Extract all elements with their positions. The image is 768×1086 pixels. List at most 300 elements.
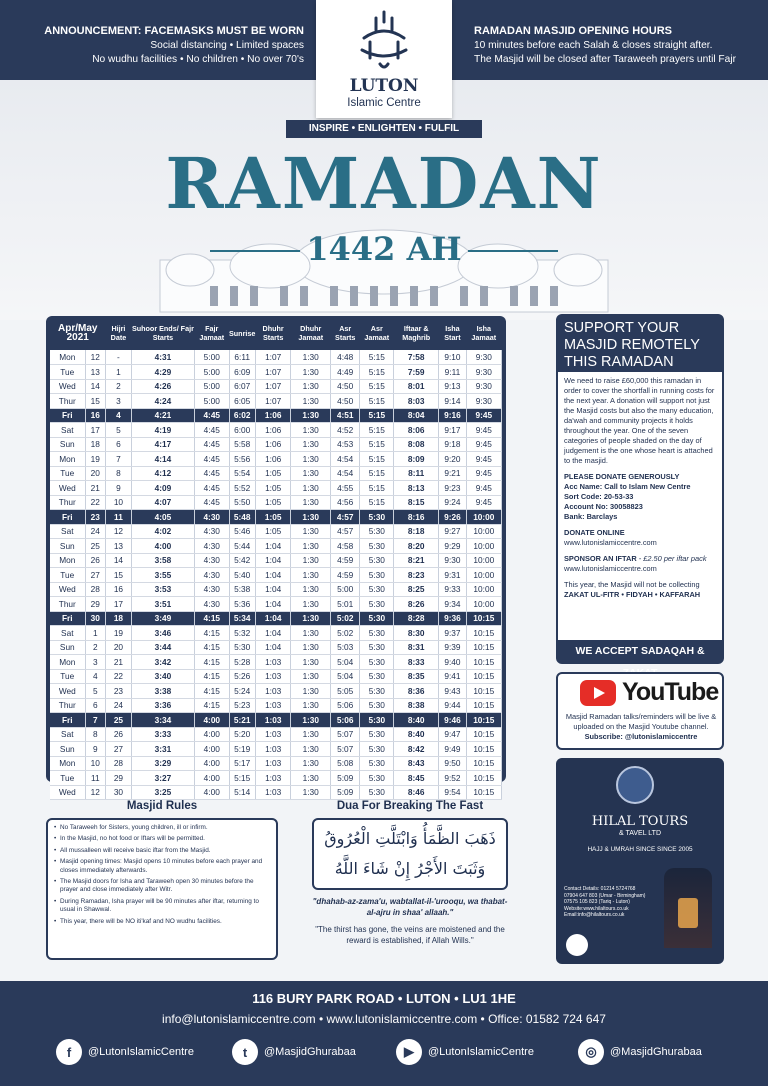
table-cell: 4:15 bbox=[194, 640, 229, 655]
table-cell: 10:15 bbox=[466, 698, 501, 713]
table-cell: 4:54 bbox=[331, 452, 360, 467]
table-cell: 8:06 bbox=[394, 423, 439, 438]
youtube-wordmark: YouTube bbox=[622, 678, 719, 706]
table-cell: 1:03 bbox=[255, 684, 291, 699]
iftar-title: SPONSOR AN IFTAR bbox=[564, 554, 637, 563]
table-cell: 10:15 bbox=[466, 785, 501, 800]
table-cell: 4:45 bbox=[194, 423, 229, 438]
calligraphy-emblem bbox=[356, 8, 412, 74]
table-cell: 4:00 bbox=[194, 756, 229, 771]
table-cell: 5:44 bbox=[229, 539, 255, 554]
table-cell: 8:42 bbox=[394, 742, 439, 757]
table-cell: 6 bbox=[106, 437, 132, 452]
table-cell: 4 bbox=[106, 408, 132, 423]
dua-arabic bbox=[312, 818, 508, 890]
table-cell: 4:15 bbox=[194, 655, 229, 670]
table-cell: 9:41 bbox=[439, 669, 466, 684]
table-cell: 1:30 bbox=[291, 669, 331, 684]
instagram-handle: @MasjidGhurabaa bbox=[610, 1046, 702, 1058]
table-cell: 8 bbox=[106, 466, 132, 481]
table-cell: 9:30 bbox=[466, 350, 501, 365]
table-row bbox=[50, 481, 502, 496]
table-cell: 10:15 bbox=[466, 655, 501, 670]
support-panel bbox=[556, 314, 724, 664]
table-cell: 14 bbox=[85, 379, 105, 394]
table-cell: 23 bbox=[106, 684, 132, 699]
table-cell: 20 bbox=[106, 640, 132, 655]
table-cell: 25 bbox=[85, 539, 105, 554]
twitter-handle: @MasjidGhurabaa bbox=[264, 1046, 356, 1058]
table-cell: 4:15 bbox=[194, 698, 229, 713]
timetable bbox=[46, 316, 506, 798]
table-cell: 5:06 bbox=[331, 713, 360, 728]
table-cell: 9:30 bbox=[466, 394, 501, 409]
table-cell: 27 bbox=[85, 568, 105, 583]
table-cell: 4:59 bbox=[331, 553, 360, 568]
table-cell: 8:03 bbox=[394, 394, 439, 409]
bank: Bank: Barclays bbox=[564, 512, 618, 521]
table-cell: 5:42 bbox=[229, 553, 255, 568]
table-cell: Thur bbox=[50, 597, 85, 612]
table-cell: 19 bbox=[106, 626, 132, 641]
table-cell: 1:30 bbox=[291, 379, 331, 394]
table-cell: 1:30 bbox=[291, 742, 331, 757]
table-cell: 1:30 bbox=[291, 568, 331, 583]
table-cell: 5:30 bbox=[360, 669, 394, 684]
table-cell: 19 bbox=[85, 452, 105, 467]
table-cell: Mon bbox=[50, 756, 85, 771]
table-cell: 9:20 bbox=[439, 452, 466, 467]
table-cell: 20 bbox=[85, 466, 105, 481]
table-cell: 10:15 bbox=[466, 669, 501, 684]
table-cell: 17 bbox=[106, 597, 132, 612]
table-cell: 1:07 bbox=[255, 379, 291, 394]
table-cell: 3 bbox=[85, 655, 105, 670]
table-row bbox=[50, 452, 502, 467]
twitter-link[interactable] bbox=[232, 1039, 356, 1065]
support-heading-line: SUPPORT YOUR bbox=[564, 320, 680, 336]
table-cell: Sat bbox=[50, 423, 85, 438]
table-cell: 4:09 bbox=[131, 481, 194, 496]
table-cell: 1:30 bbox=[291, 626, 331, 641]
column-header: Sunrise bbox=[229, 328, 256, 338]
table-cell: 1:30 bbox=[291, 756, 331, 771]
table-row bbox=[50, 524, 502, 539]
table-row bbox=[50, 568, 502, 583]
table-cell: 1:30 bbox=[291, 408, 331, 423]
rules-list bbox=[54, 824, 270, 926]
iftar-link[interactable]: www.lutonislamiccentre.com bbox=[564, 564, 657, 573]
table-cell: 1:30 bbox=[291, 698, 331, 713]
hilal-contact bbox=[564, 886, 664, 919]
table-cell: 5:15 bbox=[360, 481, 394, 496]
table-cell: 6:00 bbox=[229, 423, 255, 438]
sort-code: Sort Code: 20-53-33 bbox=[564, 492, 634, 501]
table-cell: 5:50 bbox=[229, 495, 255, 510]
table-cell: 6:09 bbox=[229, 365, 255, 380]
table-cell: 8:21 bbox=[394, 553, 439, 568]
table-cell: 3:33 bbox=[131, 727, 194, 742]
table-cell: 3:49 bbox=[131, 611, 194, 626]
table-cell: 1:03 bbox=[255, 742, 291, 757]
table-cell: 29 bbox=[106, 771, 132, 786]
column-header: Fajr Jamaat bbox=[199, 324, 225, 342]
table-cell: 5:26 bbox=[229, 669, 255, 684]
table-cell: 10:15 bbox=[466, 626, 501, 641]
zakat-items: ZAKAT UL-FITR • FIDYAH • KAFFARAH bbox=[564, 590, 701, 599]
table-row bbox=[50, 437, 502, 452]
table-cell: Wed bbox=[50, 481, 85, 496]
support-footer: WE ACCEPT SADAQAH & bbox=[558, 640, 722, 662]
table-cell: 1:04 bbox=[255, 582, 291, 597]
table-cell: Sat bbox=[50, 727, 85, 742]
table-row bbox=[50, 510, 502, 525]
opening-hours-title: RAMADAN MASJID OPENING HOURS bbox=[474, 25, 673, 37]
table-cell: 5:30 bbox=[229, 640, 255, 655]
table-cell: 9:31 bbox=[439, 568, 466, 583]
table-cell: 4:45 bbox=[194, 481, 229, 496]
table-cell: 5:00 bbox=[194, 350, 229, 365]
table-cell: 9 bbox=[85, 742, 105, 757]
table-cell: 6:11 bbox=[229, 350, 255, 365]
column-header: Isha Jamaat bbox=[471, 324, 497, 342]
table-cell: 5:15 bbox=[360, 350, 394, 365]
table-cell: 4:56 bbox=[331, 495, 360, 510]
table-cell: 5:30 bbox=[360, 742, 394, 757]
table-cell: 9:50 bbox=[439, 756, 466, 771]
table-cell: 16 bbox=[106, 582, 132, 597]
account-no: Account No: 30058823 bbox=[564, 502, 643, 511]
hilal-contact-line: 07904 647 803 (Umar - Birmingham) bbox=[564, 892, 646, 899]
table-cell: 4:30 bbox=[194, 568, 229, 583]
table-cell: 8:35 bbox=[394, 669, 439, 684]
table-cell: 9:17 bbox=[439, 423, 466, 438]
table-cell: 4:15 bbox=[194, 626, 229, 641]
table-cell: Mon bbox=[50, 350, 85, 365]
table-cell: 5:17 bbox=[229, 756, 255, 771]
table-cell: 1:04 bbox=[255, 640, 291, 655]
table-cell: 4:30 bbox=[194, 597, 229, 612]
table-cell: Tue bbox=[50, 466, 85, 481]
table-cell: 8:33 bbox=[394, 655, 439, 670]
table-cell: 1:05 bbox=[255, 466, 291, 481]
table-cell: 15 bbox=[85, 394, 105, 409]
table-row bbox=[50, 727, 502, 742]
table-cell: 1:30 bbox=[291, 452, 331, 467]
table-cell: 4:00 bbox=[194, 713, 229, 728]
youtube-play-icon bbox=[580, 680, 616, 706]
table-cell: 3:27 bbox=[131, 771, 194, 786]
table-cell: 4:15 bbox=[194, 611, 229, 626]
table-cell: 5:02 bbox=[331, 626, 360, 641]
table-cell: 9:30 bbox=[466, 365, 501, 380]
column-header: Dhuhr Jamaat bbox=[298, 324, 324, 342]
dua-section bbox=[312, 800, 508, 946]
table-cell: 1:30 bbox=[291, 423, 331, 438]
online-title: DONATE ONLINE bbox=[564, 528, 625, 537]
table-cell: Thur bbox=[50, 698, 85, 713]
table-cell: 23 bbox=[85, 510, 105, 525]
table-cell: 5:38 bbox=[229, 582, 255, 597]
table-cell: 12 bbox=[85, 350, 105, 365]
table-cell: 5:09 bbox=[331, 771, 360, 786]
table-cell: 5:04 bbox=[331, 669, 360, 684]
table-cell: 4 bbox=[85, 669, 105, 684]
table-cell: 4:29 bbox=[131, 365, 194, 380]
table-cell: 1:30 bbox=[291, 640, 331, 655]
table-cell: 9:37 bbox=[439, 626, 466, 641]
table-cell: 5:07 bbox=[331, 727, 360, 742]
table-cell: 26 bbox=[106, 727, 132, 742]
table-cell: 5:07 bbox=[331, 742, 360, 757]
table-row bbox=[50, 379, 502, 394]
table-cell: 4:30 bbox=[194, 524, 229, 539]
table-cell: Mon bbox=[50, 655, 85, 670]
table-cell: 8:04 bbox=[394, 408, 439, 423]
table-cell: 8:13 bbox=[394, 481, 439, 496]
table-cell: 1:30 bbox=[291, 771, 331, 786]
column-header: Isha Start bbox=[444, 324, 461, 342]
table-cell: 10:00 bbox=[466, 539, 501, 554]
table-cell: 9:27 bbox=[439, 524, 466, 539]
table-cell: 9:30 bbox=[439, 553, 466, 568]
table-cell: 1:30 bbox=[291, 466, 331, 481]
footer-address: 116 BURY PARK ROAD • LUTON • LU1 1HE bbox=[252, 991, 516, 1006]
table-cell: 3:58 bbox=[131, 553, 194, 568]
twitter-icon: t bbox=[232, 1039, 258, 1065]
table-cell: 1:03 bbox=[255, 756, 291, 771]
table-cell: 5:00 bbox=[331, 582, 360, 597]
table-cell: 22 bbox=[106, 669, 132, 684]
table-cell: 10:15 bbox=[466, 684, 501, 699]
hilal-contact-line: 07575 105 823 (Tariq - Luton) bbox=[564, 899, 630, 905]
dua-translation: "The thirst has gone, the veins are moistened and the reward is established, if Allah Wills." bbox=[315, 925, 505, 945]
table-cell: 1:04 bbox=[255, 626, 291, 641]
table-cell: 5:30 bbox=[360, 539, 394, 554]
table-cell: 9:49 bbox=[439, 742, 466, 757]
table-cell: 5:28 bbox=[229, 655, 255, 670]
table-cell: - bbox=[106, 350, 132, 365]
table-cell: 7 bbox=[85, 713, 105, 728]
table-cell: 4:57 bbox=[331, 510, 360, 525]
table-row bbox=[50, 408, 502, 423]
table-cell: 5:00 bbox=[194, 365, 229, 380]
table-cell: Thur bbox=[50, 394, 85, 409]
table-row bbox=[50, 626, 502, 641]
table-cell: 21 bbox=[106, 655, 132, 670]
table-cell: 8:40 bbox=[394, 727, 439, 742]
table-cell: 5:30 bbox=[360, 684, 394, 699]
table-cell: 9:45 bbox=[466, 408, 501, 423]
table-cell: 8:09 bbox=[394, 452, 439, 467]
table-cell: Sun bbox=[50, 742, 85, 757]
table-cell: 9:45 bbox=[466, 481, 501, 496]
table-cell: 9:18 bbox=[439, 437, 466, 452]
table-cell: 1:03 bbox=[255, 771, 291, 786]
table-cell: 1:30 bbox=[291, 495, 331, 510]
table-cell: 4:50 bbox=[331, 394, 360, 409]
footer-contact[interactable]: info@lutonislamiccentre.com • www.lutonislamiccentre.com • Office: 01582 724 647 bbox=[162, 1012, 606, 1026]
table-cell: 4:30 bbox=[194, 582, 229, 597]
table-cell: 1:07 bbox=[255, 350, 291, 365]
table-cell: 9:29 bbox=[439, 539, 466, 554]
table-cell: 9:39 bbox=[439, 640, 466, 655]
table-cell: 5:32 bbox=[229, 626, 255, 641]
table-cell: 5:30 bbox=[360, 785, 394, 800]
hilal-contact-line: Contact Details: 01214 5724768 bbox=[564, 886, 636, 892]
table-cell: 6 bbox=[85, 698, 105, 713]
table-cell: 4:00 bbox=[194, 742, 229, 757]
table-cell: 4:30 bbox=[194, 510, 229, 525]
youtube-description: Masjid Ramadan talks/reminders will be live & uploaded on the Masjid Youtube channel. bbox=[565, 712, 717, 731]
table-row bbox=[50, 785, 502, 800]
dua-arabic-line: ذَهَبَ الظَّمَأُ وَابْتَلَّتِ الْعُرُوقُ bbox=[324, 829, 496, 848]
masjid-rules bbox=[46, 800, 278, 960]
table-cell: 29 bbox=[85, 597, 105, 612]
table-cell: 4:05 bbox=[131, 510, 194, 525]
table-cell: 25 bbox=[106, 713, 132, 728]
instagram-link[interactable] bbox=[578, 1039, 702, 1065]
table-cell: 3:34 bbox=[131, 713, 194, 728]
table-cell: 5:58 bbox=[229, 437, 255, 452]
table-cell: 4:30 bbox=[194, 539, 229, 554]
youtube-panel[interactable] bbox=[556, 672, 724, 750]
table-cell: 4:19 bbox=[131, 423, 194, 438]
table-cell: 9:45 bbox=[466, 466, 501, 481]
table-row bbox=[50, 640, 502, 655]
table-cell: 1:05 bbox=[255, 510, 291, 525]
table-cell: 8:11 bbox=[394, 466, 439, 481]
table-cell: 3:46 bbox=[131, 626, 194, 641]
table-cell: 8:43 bbox=[394, 756, 439, 771]
table-cell: 4:12 bbox=[131, 466, 194, 481]
table-cell: 5:40 bbox=[229, 568, 255, 583]
table-cell: 9:54 bbox=[439, 785, 466, 800]
table-cell: 5:30 bbox=[360, 626, 394, 641]
table-cell: 3:44 bbox=[131, 640, 194, 655]
table-row bbox=[50, 771, 502, 786]
table-cell: 9:33 bbox=[439, 582, 466, 597]
table-cell: 14 bbox=[106, 553, 132, 568]
donate-link[interactable]: www.lutonislamiccentre.com bbox=[564, 538, 657, 547]
youtube-icon: ▶ bbox=[396, 1039, 422, 1065]
table-cell: 5:30 bbox=[360, 611, 394, 626]
table-cell: 5:30 bbox=[360, 771, 394, 786]
table-cell: 1:04 bbox=[255, 568, 291, 583]
table-cell: 4:51 bbox=[331, 408, 360, 423]
table-cell: 1:30 bbox=[291, 727, 331, 742]
table-cell: 4:26 bbox=[131, 379, 194, 394]
table-cell: 1:05 bbox=[255, 481, 291, 496]
facebook-icon: f bbox=[56, 1039, 82, 1065]
table-cell: 8:16 bbox=[394, 510, 439, 525]
table-cell: 5:56 bbox=[229, 452, 255, 467]
table-cell: 9:30 bbox=[466, 379, 501, 394]
dua-title: Dua For Breaking The Fast bbox=[336, 800, 484, 812]
table-cell: 9 bbox=[106, 481, 132, 496]
column-header: Asr Jamaat bbox=[364, 324, 390, 342]
table-cell: 5:15 bbox=[229, 771, 255, 786]
table-cell: 1:30 bbox=[291, 539, 331, 554]
table-cell: 3 bbox=[106, 394, 132, 409]
table-cell: Fri bbox=[50, 611, 85, 626]
iftar-price: - £2.50 per iftar pack bbox=[638, 554, 707, 563]
table-cell: 9:36 bbox=[439, 611, 466, 626]
lantern-icon bbox=[664, 868, 712, 948]
table-cell: 18 bbox=[85, 437, 105, 452]
table-cell: 7:59 bbox=[394, 365, 439, 380]
facebook-link[interactable] bbox=[56, 1039, 194, 1065]
table-cell: Tue bbox=[50, 568, 85, 583]
logo-subname: Islamic Centre bbox=[347, 97, 421, 109]
table-cell: 11 bbox=[85, 771, 105, 786]
table-cell: 10:15 bbox=[466, 742, 501, 757]
column-header: Iftaar & Maghrib bbox=[402, 324, 431, 342]
table-cell: 3:42 bbox=[131, 655, 194, 670]
table-cell: 9:24 bbox=[439, 495, 466, 510]
table-cell: 5:30 bbox=[360, 582, 394, 597]
table-cell: 11 bbox=[106, 510, 132, 525]
donate-title: PLEASE DONATE GENEROUSLY bbox=[564, 472, 680, 481]
table-cell: 1:04 bbox=[255, 597, 291, 612]
announcement bbox=[34, 24, 304, 67]
table-cell: 5:30 bbox=[360, 756, 394, 771]
table-cell: 8:30 bbox=[394, 626, 439, 641]
page-subtitle: 1442 AH bbox=[306, 230, 462, 268]
table-cell: 5:14 bbox=[229, 785, 255, 800]
table-cell: Tue bbox=[50, 771, 85, 786]
table-cell: 1:03 bbox=[255, 713, 291, 728]
table-cell: 8:18 bbox=[394, 524, 439, 539]
table-cell: 3:36 bbox=[131, 698, 194, 713]
table-cell: 1:30 bbox=[291, 713, 331, 728]
tagline: INSPIRE • ENLIGHTEN • FULFIL bbox=[286, 120, 482, 138]
table-cell: 5:36 bbox=[229, 597, 255, 612]
table-cell: 6:05 bbox=[229, 394, 255, 409]
table-row bbox=[50, 423, 502, 438]
table-cell: 8:31 bbox=[394, 640, 439, 655]
table-cell: 6:07 bbox=[229, 379, 255, 394]
table-cell: Mon bbox=[50, 452, 85, 467]
table-cell: 1:03 bbox=[255, 727, 291, 742]
table-cell: Fri bbox=[50, 510, 85, 525]
rule-item: • Masjid opening times: Masjid opens 10 minutes before each prayer and closes immediately afterwards. bbox=[54, 858, 270, 875]
table-cell: 4:00 bbox=[131, 539, 194, 554]
table-cell: 7:58 bbox=[394, 350, 439, 365]
table-cell: 8:28 bbox=[394, 611, 439, 626]
table-cell: 1:04 bbox=[255, 611, 291, 626]
rule-item: • In the Masjid, no hot food or Iftars will be permitted. bbox=[54, 835, 270, 843]
youtube-link[interactable] bbox=[396, 1039, 534, 1065]
table-cell: 3:55 bbox=[131, 568, 194, 583]
column-header: Apr/May 2021 bbox=[58, 323, 98, 343]
table-cell: Fri bbox=[50, 408, 85, 423]
table-cell: 30 bbox=[106, 785, 132, 800]
page-title: RAMADAN bbox=[165, 142, 603, 225]
table-cell: 7 bbox=[106, 452, 132, 467]
table-cell: 17 bbox=[85, 423, 105, 438]
dua-transliteration: "dhahab-az-zama'u, wabtallat-il-'urooqu, wa thabat-al-ajru in shaa' allaah." bbox=[312, 897, 508, 917]
table-cell: 5:15 bbox=[360, 423, 394, 438]
table-cell: 5:08 bbox=[331, 756, 360, 771]
table-cell: 10:15 bbox=[466, 611, 501, 626]
table-cell: 4:21 bbox=[131, 408, 194, 423]
table-cell: Sun bbox=[50, 437, 85, 452]
table-cell: 9:45 bbox=[466, 452, 501, 467]
table-cell: Wed bbox=[50, 785, 85, 800]
instagram-icon: ◎ bbox=[578, 1039, 604, 1065]
rule-item: • During Ramadan, Isha prayer will be 90 minutes after iftar, returning to usual in Shawwal. bbox=[54, 898, 270, 915]
